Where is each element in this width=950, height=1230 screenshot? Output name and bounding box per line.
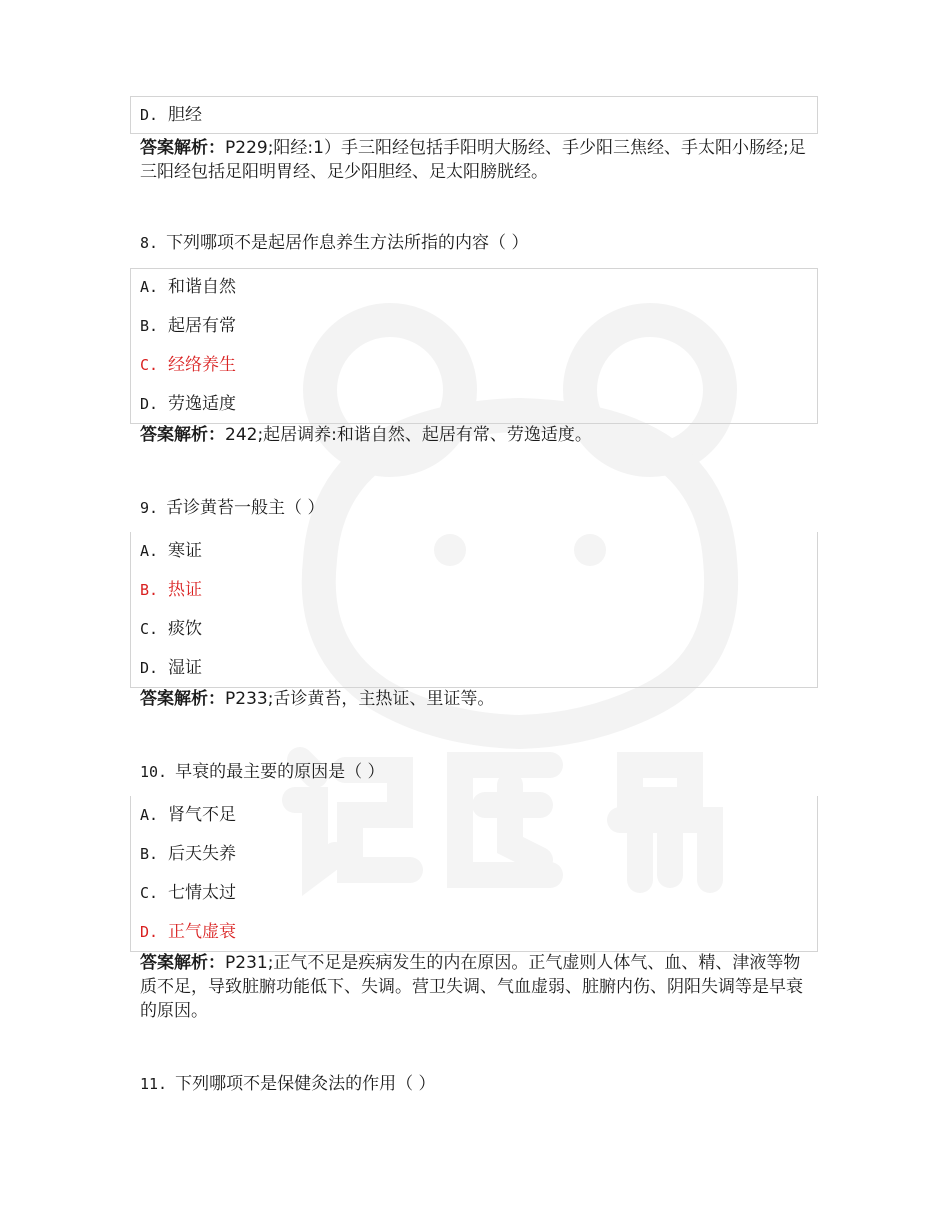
option-letter: D.: [140, 395, 159, 413]
option-c-correct[interactable]: [140, 354, 236, 376]
option-d-correct[interactable]: [140, 921, 236, 943]
option-text: 寒证: [168, 541, 202, 561]
option-a[interactable]: [140, 276, 236, 298]
question-text: 舌诊黄苔一般主（ ）: [166, 498, 325, 518]
option-text: 肾气不足: [168, 805, 236, 825]
option-text: 七情太过: [168, 883, 236, 903]
option-letter: A.: [140, 806, 159, 824]
option-text: 和谐自然: [168, 277, 236, 297]
option-text: 劳逸适度: [168, 394, 236, 414]
question-10: [140, 761, 385, 783]
answer-label: 答案解析：: [140, 953, 225, 973]
option-letter: C.: [140, 884, 159, 902]
option-c[interactable]: [140, 882, 236, 904]
option-text: 后天失养: [168, 844, 236, 864]
option-letter: D.: [140, 106, 159, 124]
option-box-q9: [130, 532, 818, 688]
option-text: 热证: [168, 580, 202, 600]
option-text: 经络养生: [168, 355, 236, 375]
question-text: 下列哪项不是起居作息养生方法所指的内容（ ）: [166, 233, 529, 253]
option-b[interactable]: [140, 315, 236, 337]
answer-text: 242;起居调养:和谐自然、起居有常、劳逸适度。: [225, 425, 592, 445]
option-a[interactable]: [140, 540, 202, 562]
option-letter: B.: [140, 581, 159, 599]
option-text: 起居有常: [168, 316, 236, 336]
option-d-prev: [140, 104, 202, 126]
option-letter: B.: [140, 845, 159, 863]
question-9: [140, 497, 324, 519]
answer-explanation-q10: [140, 951, 810, 1023]
option-d[interactable]: [140, 393, 236, 415]
question-number: 8.: [140, 234, 159, 252]
question-number: 10.: [140, 763, 168, 781]
answer-label: 答案解析：: [140, 138, 225, 158]
question-11: [140, 1073, 436, 1095]
option-letter: A.: [140, 542, 159, 560]
option-d[interactable]: [140, 657, 202, 679]
option-letter: D.: [140, 659, 159, 677]
answer-label: 答案解析：: [140, 425, 225, 445]
answer-explanation-prev: [140, 136, 810, 184]
answer-explanation-q8: [140, 423, 810, 447]
option-letter: D.: [140, 923, 159, 941]
question-text: 早衰的最主要的原因是（ ）: [175, 762, 385, 782]
option-text: 正气虚衰: [168, 922, 236, 942]
answer-text: P233;舌诊黄苔，主热证、里证等。: [225, 689, 495, 709]
answer-text: P229;阳经:1）手三阳经包括手阳明大肠经、手少阳三焦经、手太阳小肠经;足三阳经包括足阳明胃经、足少阳胆经、足太阳膀胱经。: [140, 138, 806, 182]
option-letter: B.: [140, 317, 159, 335]
option-b-correct[interactable]: [140, 579, 202, 601]
option-text: 痰饮: [168, 619, 202, 639]
question-number: 11.: [140, 1075, 168, 1093]
option-letter: A.: [140, 278, 159, 296]
answer-text: P231;正气不足是疾病发生的内在原因。正气虚则人体气、血、精、津液等物质不足，导致脏腑功能低下、失调。营卫失调、气血虚弱、脏腑内伤、阴阳失调等是早衰的原因。: [140, 953, 803, 1021]
question-text: 下列哪项不是保健灸法的作用（ ）: [175, 1074, 436, 1094]
answer-explanation-q9: [140, 687, 810, 711]
answer-label: 答案解析：: [140, 689, 225, 709]
option-letter: C.: [140, 620, 159, 638]
option-box-prev: [130, 96, 818, 134]
option-a[interactable]: [140, 804, 236, 826]
option-text: 胆经: [168, 105, 202, 125]
option-b[interactable]: [140, 843, 236, 865]
question-8: [140, 232, 528, 254]
question-number: 9.: [140, 499, 159, 517]
option-c[interactable]: [140, 618, 202, 640]
option-text: 湿证: [168, 658, 202, 678]
option-letter: C.: [140, 356, 159, 374]
